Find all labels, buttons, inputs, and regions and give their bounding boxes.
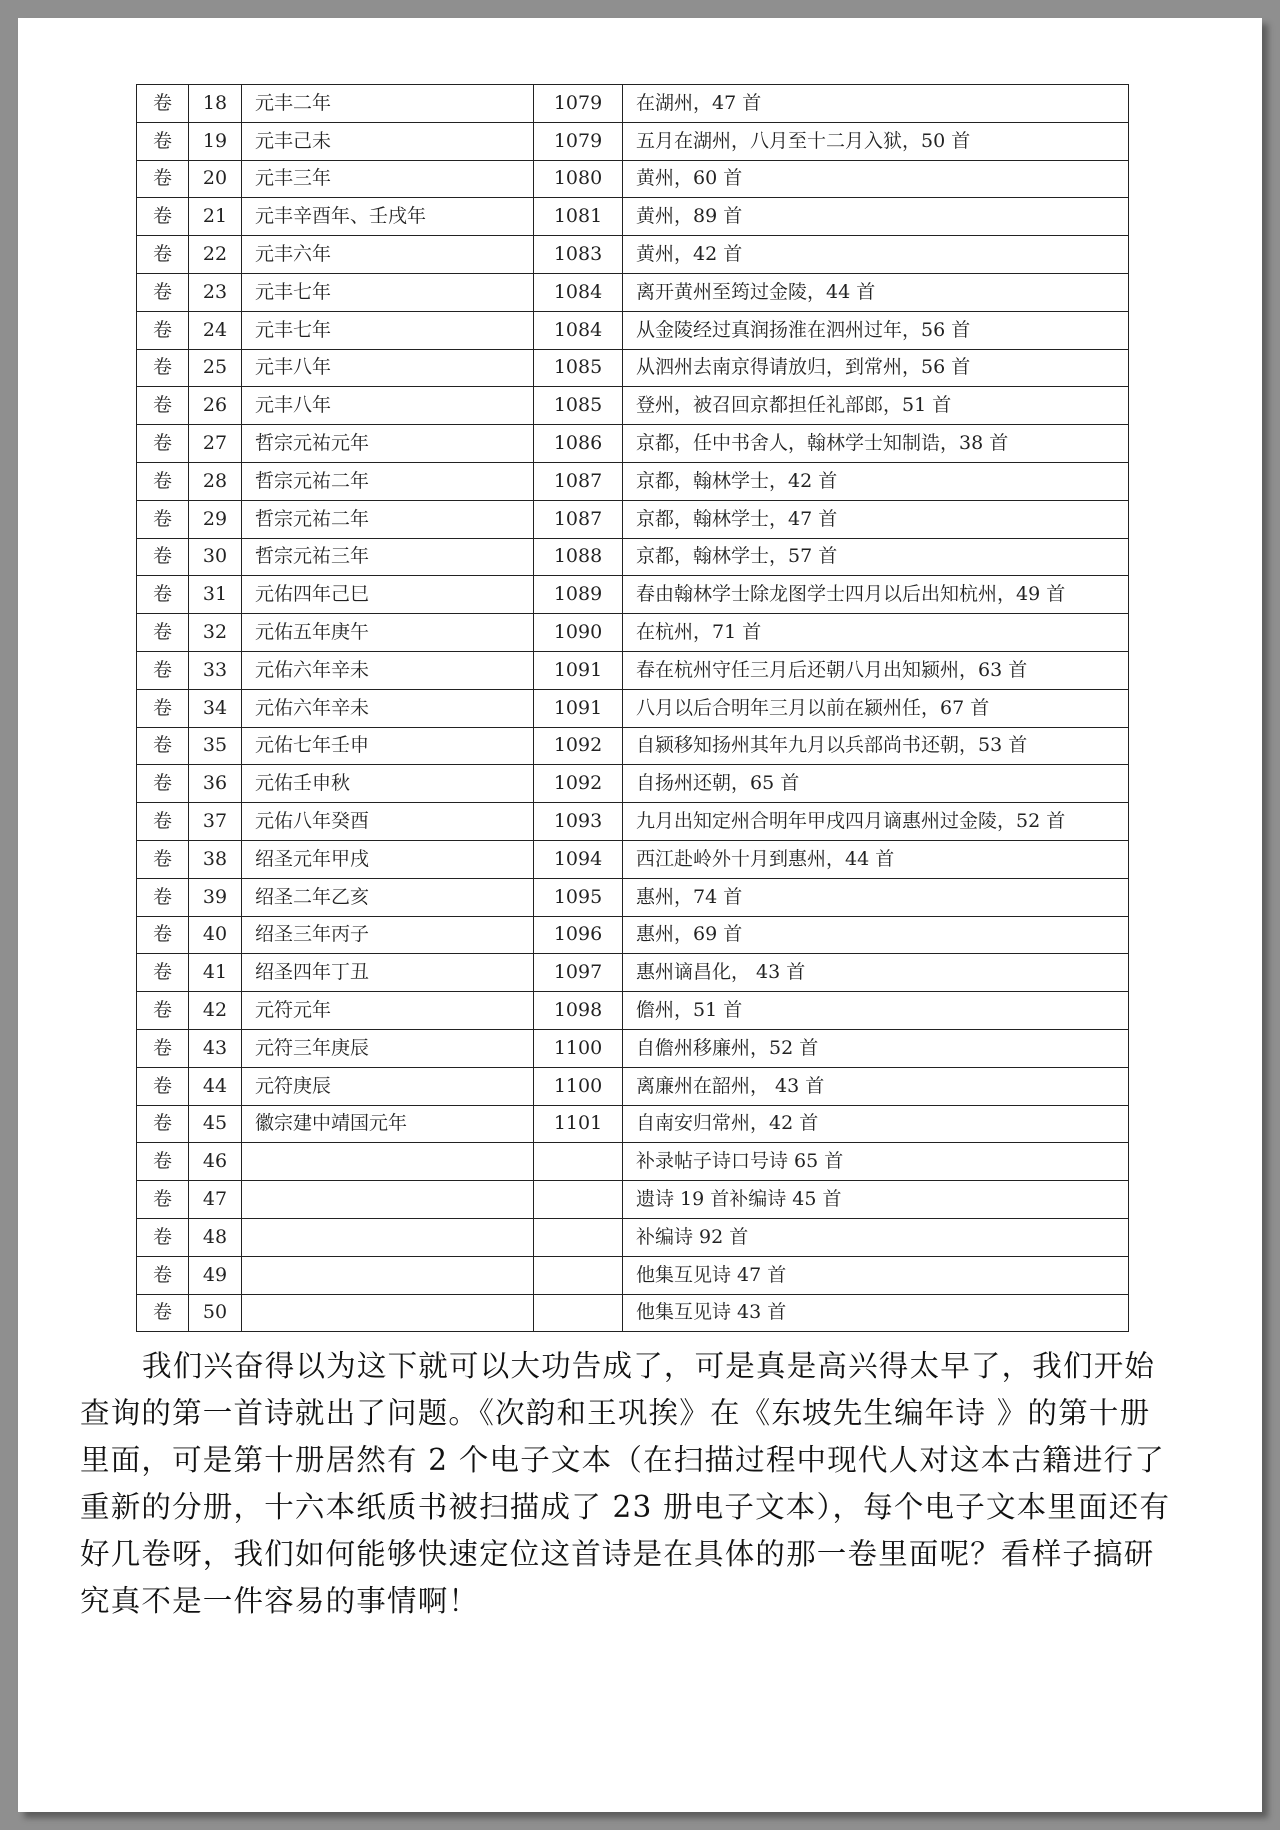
juan-cell: 卷 [137,425,189,463]
year-cell: 1091 [534,651,623,689]
body-paragraph [80,1343,1220,1625]
volume-number-cell: 28 [189,462,242,500]
juan-cell: 卷 [137,954,189,992]
location-note-cell: 自颍移知扬州其年九月以兵部尚书还朝，53 首 [623,727,1129,765]
juan-cell: 卷 [137,1218,189,1256]
table-row [137,727,1129,765]
juan-cell: 卷 [137,538,189,576]
juan-cell: 卷 [137,651,189,689]
year-cell: 1101 [534,1105,623,1143]
era-name-cell: 元佑八年癸酉 [242,803,534,841]
year-cell: 1080 [534,160,623,198]
year-cell [534,1143,623,1181]
juan-cell: 卷 [137,689,189,727]
table-row [137,576,1129,614]
year-cell: 1094 [534,840,623,878]
year-cell: 1097 [534,954,623,992]
era-name-cell: 元佑四年己巳 [242,576,534,614]
juan-cell: 卷 [137,1143,189,1181]
paragraph-line: 里面，可是第十册居然有 2 个电子文本（在扫描过程中现代人对这本古籍进行了 [80,1443,1165,1477]
era-name-cell: 哲宗元祐三年 [242,538,534,576]
era-name-cell: 绍圣元年甲戌 [242,840,534,878]
era-name-cell: 元丰八年 [242,349,534,387]
year-cell: 1084 [534,311,623,349]
table-row [137,1143,1129,1181]
juan-cell: 卷 [137,1294,189,1332]
location-note-cell: 离廉州在韶州， 43 首 [623,1067,1129,1105]
era-name-cell: 元佑七年壬申 [242,727,534,765]
era-name-cell: 元佑六年辛未 [242,689,534,727]
era-name-cell: 哲宗元祐二年 [242,500,534,538]
location-note-cell: 离开黄州至筠过金陵，44 首 [623,273,1129,311]
volume-number-cell: 49 [189,1256,242,1294]
volume-number-cell: 41 [189,954,242,992]
location-note-cell: 在湖州，47 首 [623,85,1129,123]
juan-cell: 卷 [137,1029,189,1067]
juan-cell: 卷 [137,840,189,878]
table-row [137,273,1129,311]
year-cell: 1079 [534,85,623,123]
location-note-cell: 登州，被召回京都担任礼部郎，51 首 [623,387,1129,425]
location-note-cell: 自儋州移廉州，52 首 [623,1029,1129,1067]
location-note-cell: 京都，翰林学士，57 首 [623,538,1129,576]
era-name-cell: 元丰七年 [242,273,534,311]
table-row [137,198,1129,236]
location-note-cell: 补录帖子诗口号诗 65 首 [623,1143,1129,1181]
juan-cell: 卷 [137,273,189,311]
volume-number-cell: 27 [189,425,242,463]
paragraph-line: 究真不是一件容易的事情啊！ [80,1584,480,1618]
volume-number-cell: 22 [189,236,242,274]
volume-number-cell: 23 [189,273,242,311]
table-row [137,538,1129,576]
location-note-cell: 他集互见诗 43 首 [623,1294,1129,1332]
juan-cell: 卷 [137,236,189,274]
location-note-cell: 自扬州还朝，65 首 [623,765,1129,803]
table-row [137,992,1129,1030]
location-note-cell: 儋州，51 首 [623,992,1129,1030]
juan-cell: 卷 [137,1105,189,1143]
volume-number-cell: 37 [189,803,242,841]
juan-cell: 卷 [137,614,189,652]
location-note-cell: 惠州，69 首 [623,916,1129,954]
year-cell: 1096 [534,916,623,954]
location-note-cell: 春在杭州守任三月后还朝八月出知颍州，63 首 [623,651,1129,689]
location-note-cell: 京都，任中书舍人，翰林学士知制诰，38 首 [623,425,1129,463]
juan-cell: 卷 [137,1256,189,1294]
volume-number-cell: 19 [189,122,242,160]
volume-number-cell: 48 [189,1218,242,1256]
juan-cell: 卷 [137,462,189,500]
volume-table [136,84,1129,1332]
location-note-cell: 京都，翰林学士，42 首 [623,462,1129,500]
juan-cell: 卷 [137,160,189,198]
year-cell: 1095 [534,878,623,916]
year-cell: 1088 [534,538,623,576]
juan-cell: 卷 [137,311,189,349]
table-row [137,160,1129,198]
volume-number-cell: 38 [189,840,242,878]
year-cell [534,1294,623,1332]
year-cell: 1093 [534,803,623,841]
era-name-cell: 绍圣三年丙子 [242,916,534,954]
juan-cell: 卷 [137,916,189,954]
location-note-cell: 八月以后合明年三月以前在颍州任，67 首 [623,689,1129,727]
volume-number-cell: 20 [189,160,242,198]
table-row [137,462,1129,500]
year-cell: 1087 [534,462,623,500]
location-note-cell: 从泗州去南京得请放归，到常州，56 首 [623,349,1129,387]
location-note-cell: 惠州，74 首 [623,878,1129,916]
table-row [137,878,1129,916]
year-cell: 1090 [534,614,623,652]
volume-number-cell: 18 [189,85,242,123]
volume-number-cell: 45 [189,1105,242,1143]
era-name-cell: 绍圣四年丁丑 [242,954,534,992]
table-row [137,387,1129,425]
year-cell [534,1256,623,1294]
year-cell [534,1181,623,1219]
year-cell: 1089 [534,576,623,614]
location-note-cell: 遗诗 19 首补编诗 45 首 [623,1181,1129,1219]
juan-cell: 卷 [137,198,189,236]
year-cell: 1086 [534,425,623,463]
table-row [137,236,1129,274]
paragraph-line: 查询的第一首诗就出了问题。《次韵和王巩挨》在《东坡先生编年诗 》的第十册 [80,1396,1151,1430]
location-note-cell: 他集互见诗 47 首 [623,1256,1129,1294]
era-name-cell: 元丰七年 [242,311,534,349]
table-row [137,425,1129,463]
era-name-cell: 元丰己未 [242,122,534,160]
juan-cell: 卷 [137,500,189,538]
volume-table-body [137,85,1129,1332]
era-name-cell: 元丰六年 [242,236,534,274]
table-row [137,689,1129,727]
volume-number-cell: 36 [189,765,242,803]
table-row [137,1256,1129,1294]
table-row [137,840,1129,878]
era-name-cell: 哲宗元祐二年 [242,462,534,500]
location-note-cell: 京都，翰林学士，47 首 [623,500,1129,538]
year-cell: 1079 [534,122,623,160]
volume-number-cell: 43 [189,1029,242,1067]
year-cell: 1100 [534,1067,623,1105]
table-row [137,122,1129,160]
volume-number-cell: 29 [189,500,242,538]
volume-number-cell: 50 [189,1294,242,1332]
volume-number-cell: 33 [189,651,242,689]
paragraph-line: 我们兴奋得以为这下就可以大功告成了，可是真是高兴得太早了，我们开始 [142,1349,1156,1383]
year-cell: 1098 [534,992,623,1030]
table-row [137,1218,1129,1256]
era-name-cell: 哲宗元祐元年 [242,425,534,463]
volume-number-cell: 46 [189,1143,242,1181]
juan-cell: 卷 [137,727,189,765]
era-name-cell: 元丰八年 [242,387,534,425]
era-name-cell: 徽宗建中靖国元年 [242,1105,534,1143]
volume-number-cell: 32 [189,614,242,652]
location-note-cell: 惠州谪昌化， 43 首 [623,954,1129,992]
era-name-cell [242,1256,534,1294]
year-cell: 1084 [534,273,623,311]
era-name-cell [242,1218,534,1256]
year-cell: 1092 [534,727,623,765]
paragraph-line: 好几卷呀，我们如何能够快速定位这首诗是在具体的那一卷里面呢？看样子搞研 [80,1537,1155,1571]
volume-number-cell: 24 [189,311,242,349]
table-row [137,803,1129,841]
location-note-cell: 黄州，89 首 [623,198,1129,236]
era-name-cell: 元符元年 [242,992,534,1030]
year-cell: 1087 [534,500,623,538]
volume-number-cell: 40 [189,916,242,954]
juan-cell: 卷 [137,1067,189,1105]
table-row [137,1181,1129,1219]
volume-number-cell: 35 [189,727,242,765]
era-name-cell: 元佑六年辛未 [242,651,534,689]
juan-cell: 卷 [137,765,189,803]
volume-number-cell: 25 [189,349,242,387]
volume-number-cell: 39 [189,878,242,916]
year-cell: 1085 [534,349,623,387]
volume-number-cell: 30 [189,538,242,576]
table-row [137,1029,1129,1067]
year-cell [534,1218,623,1256]
era-name-cell: 元丰二年 [242,85,534,123]
year-cell: 1085 [534,387,623,425]
juan-cell: 卷 [137,803,189,841]
era-name-cell [242,1181,534,1219]
location-note-cell: 自南安归常州，42 首 [623,1105,1129,1143]
volume-number-cell: 47 [189,1181,242,1219]
location-note-cell: 西江赴岭外十月到惠州，44 首 [623,840,1129,878]
table-row [137,1105,1129,1143]
year-cell: 1091 [534,689,623,727]
volume-number-cell: 34 [189,689,242,727]
table-row [137,954,1129,992]
era-name-cell: 元佑壬申秋 [242,765,534,803]
location-note-cell: 春由翰林学士除龙图学士四月以后出知杭州，49 首 [623,576,1129,614]
location-note-cell: 补编诗 92 首 [623,1218,1129,1256]
volume-number-cell: 42 [189,992,242,1030]
year-cell: 1092 [534,765,623,803]
table-row [137,916,1129,954]
location-note-cell: 黄州，60 首 [623,160,1129,198]
location-note-cell: 黄州，42 首 [623,236,1129,274]
location-note-cell: 九月出知定州合明年甲戌四月谪惠州过金陵，52 首 [623,803,1129,841]
juan-cell: 卷 [137,576,189,614]
era-name-cell [242,1143,534,1181]
juan-cell: 卷 [137,85,189,123]
location-note-cell: 五月在湖州，八月至十二月入狱，50 首 [623,122,1129,160]
era-name-cell: 元佑五年庚午 [242,614,534,652]
juan-cell: 卷 [137,122,189,160]
table-row [137,500,1129,538]
table-row [137,85,1129,123]
era-name-cell: 绍圣二年乙亥 [242,878,534,916]
table-row [137,1067,1129,1105]
era-name-cell: 元符三年庚辰 [242,1029,534,1067]
volume-number-cell: 21 [189,198,242,236]
table-row [137,311,1129,349]
juan-cell: 卷 [137,878,189,916]
volume-number-cell: 31 [189,576,242,614]
paragraph-line: 重新的分册，十六本纸质书被扫描成了 23 册电子文本），每个电子文本里面还有 [80,1490,1171,1524]
juan-cell: 卷 [137,992,189,1030]
year-cell: 1083 [534,236,623,274]
year-cell: 1081 [534,198,623,236]
table-row [137,614,1129,652]
era-name-cell: 元丰三年 [242,160,534,198]
location-note-cell: 从金陵经过真润扬淮在泗州过年，56 首 [623,311,1129,349]
era-name-cell [242,1294,534,1332]
era-name-cell: 元符庚辰 [242,1067,534,1105]
juan-cell: 卷 [137,387,189,425]
table-row [137,765,1129,803]
volume-number-cell: 26 [189,387,242,425]
juan-cell: 卷 [137,349,189,387]
location-note-cell: 在杭州，71 首 [623,614,1129,652]
juan-cell: 卷 [137,1181,189,1219]
document-page [18,18,1262,1812]
year-cell: 1100 [534,1029,623,1067]
table-row [137,1294,1129,1332]
table-row [137,349,1129,387]
era-name-cell: 元丰辛酉年、壬戌年 [242,198,534,236]
table-row [137,651,1129,689]
volume-number-cell: 44 [189,1067,242,1105]
